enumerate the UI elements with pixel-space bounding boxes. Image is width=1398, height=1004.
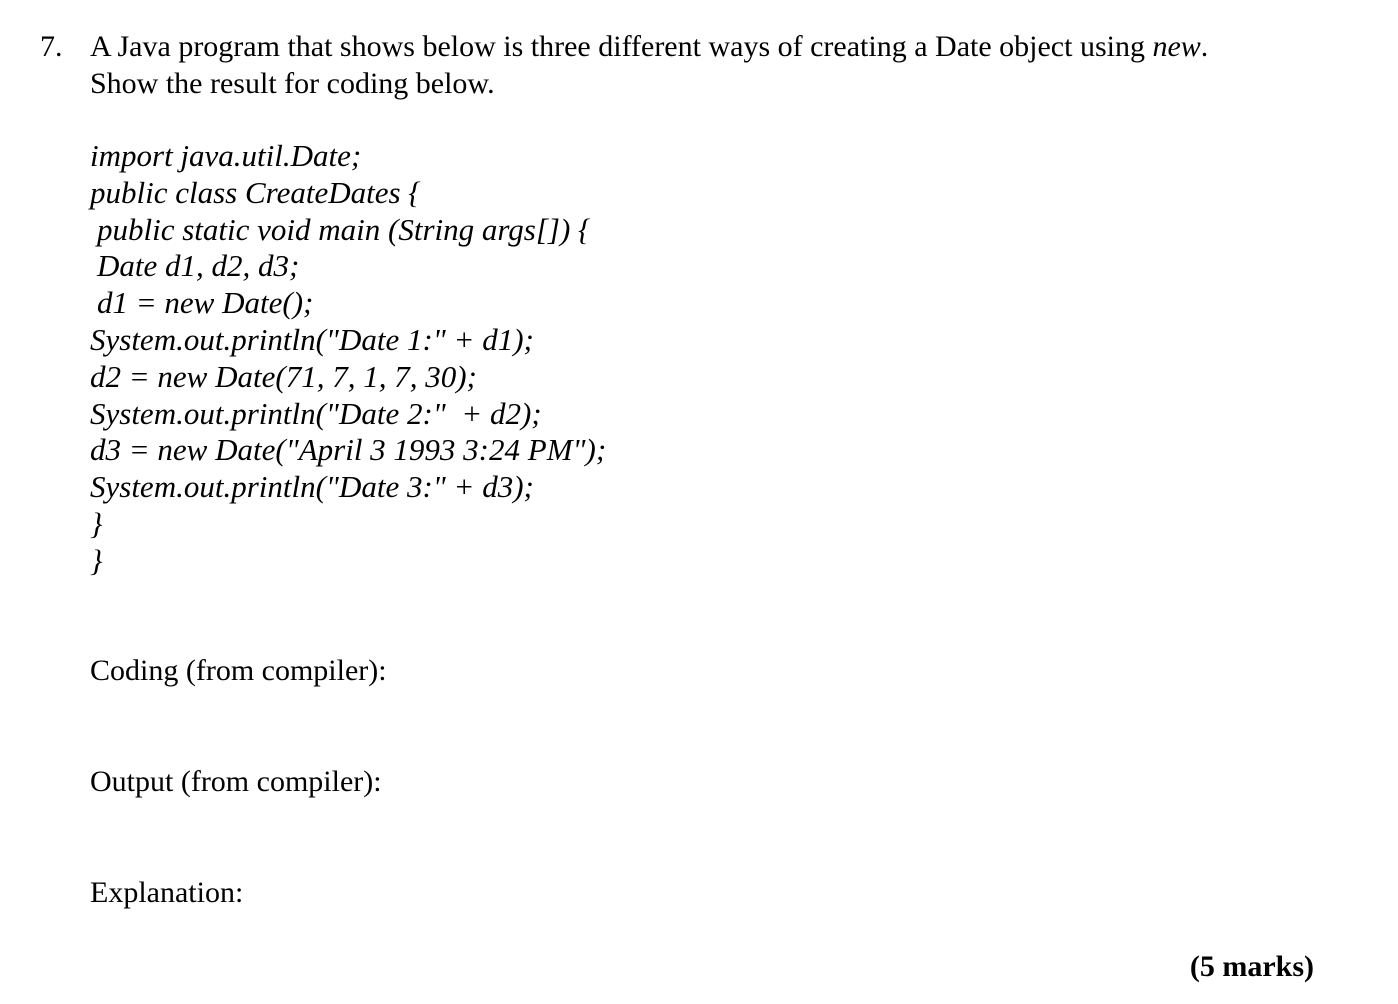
code-line: public class CreateDates { xyxy=(90,174,421,210)
code-line: d1 = new Date(); xyxy=(97,285,314,321)
question-line-1-text: A Java program that shows below is three different ways of creating a Date object using xyxy=(90,30,1153,63)
code-line: System.out.println("Date 2:" + d2); xyxy=(90,395,542,431)
coding-label: Coding (from compiler): xyxy=(90,654,387,687)
code-line: System.out.println("Date 3:" + d3); xyxy=(90,469,534,505)
code-line: d3 = new Date("April 3 1993 3:24 PM"); xyxy=(90,432,607,468)
question-text xyxy=(90,28,1350,102)
code-line: d2 = new Date(71, 7, 1, 7, 30); xyxy=(90,358,477,394)
code-line: } xyxy=(90,505,103,541)
question-line-1 xyxy=(90,28,1350,65)
code-line: public static void main (String args[]) { xyxy=(97,211,591,247)
code-line: import java.util.Date; xyxy=(90,138,362,173)
explanation-label: Explanation: xyxy=(90,876,244,909)
code-line: } xyxy=(90,542,103,578)
code-listing xyxy=(90,138,606,580)
question-keyword-new: new xyxy=(1152,30,1201,63)
marks-label: (5 marks) xyxy=(1189,950,1314,983)
code-line: System.out.println("Date 1:" + d1); xyxy=(90,321,534,357)
question-line-1-end: . xyxy=(1200,30,1209,63)
question-line-2: Show the result for coding below. xyxy=(90,67,495,100)
question-number: 7. xyxy=(40,30,63,63)
output-label: Output (from compiler): xyxy=(90,765,382,798)
code-line: Date d1, d2, d3; xyxy=(97,248,300,284)
